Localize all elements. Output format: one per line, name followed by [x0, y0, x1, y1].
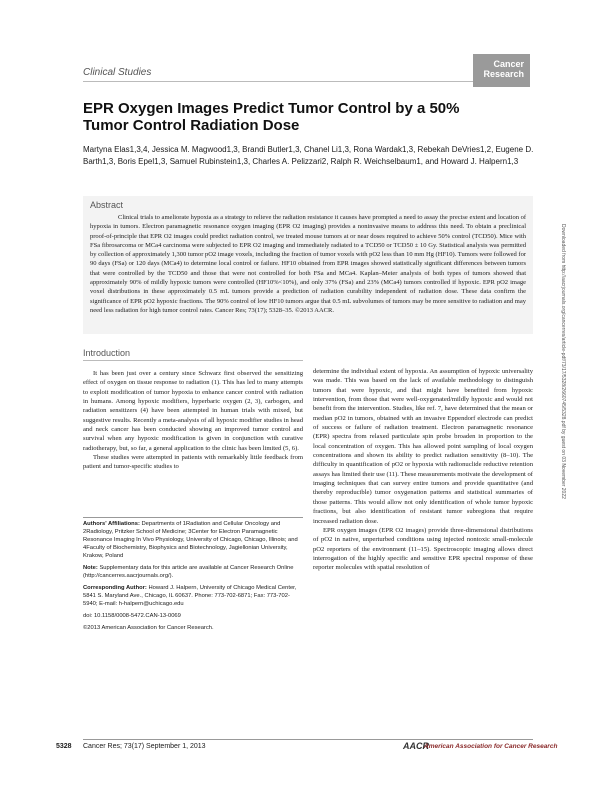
copyright-text: ©2013 American Association for Cancer Research. [83, 625, 214, 631]
note-label: Note: [83, 565, 98, 571]
corr-label: Corresponding Author: [83, 585, 147, 591]
intro-divider [83, 360, 303, 361]
article-title: EPR Oxygen Images Predict Tumor Control by a 50% Tumor Control Radiation Dose [83, 100, 460, 134]
affiliations-label: Authors' Affiliations: [83, 521, 140, 527]
journal-badge-line-2: Research [483, 69, 524, 79]
header-divider [83, 81, 479, 82]
category-label: Clinical Studies [83, 67, 152, 78]
download-watermark: Downloaded from http://aacrjournals.org/cancerres/article-pdf/73/17/5328/2660745/5328.pdf by guest on 03 November 2022 [560, 224, 566, 499]
intro-column-left [83, 369, 303, 472]
intro-paragraph: It has been just over a century since Schwarz first observed the sensitizing effect of oxygen on tissue response to radiation (1). This has led to many attempts to exploit modification of tumor hypoxia to enhance cancer control with radiation in humans. Among hypoxic modifiers, hyperbaric oxygen (2, 3), carbogen, and radiation sensitizers (4) have been attempted in human trials with mixed, but suggestive results. Recently a meta-analysis of all hypoxic modifier studies in head and neck cancer has been conducted showing an improved tumor control and survival when any hypoxic modification is given in conjunction with curative radiotherapy, but, so far, a general application to the clinic has been limited (5, 6). [83, 370, 303, 452]
intro-paragraph: These studies were attempted in patients with remarkably little feedback from patient and tumor-specific studies to [83, 454, 303, 471]
org-name: American Association for Cancer Research [424, 743, 558, 750]
aacr-logo: AACR [403, 741, 429, 751]
journal-info: Cancer Res; 73(17) September 1, 2013 [83, 743, 206, 750]
doi-text: doi: 10.1158/0008-5472.CAN-13-0069 [83, 613, 181, 619]
intro-column-right [313, 367, 533, 573]
affiliations-text: Departments of 1Radiation and Cellular Oncology and 2Radiology, Pritzker School of Medicine; 3Center for Electron Paramagnetic Resonance Imaging In Vivo Physiology, University of Chicago, Chicago, Illinois; and 4Faculty of Biochemistry, Biophysics and Biotechnology, Jagiellonian University, Krakow, Poland [83, 521, 298, 559]
intro-paragraph: EPR oxygen images (EPR O2 images) provide three-dimensional distributions of pO2 in native, unperturbed conditions using injected nontoxic small-molecule pO2 reporters of the environment (11–15). Spectroscopic imaging allows direct interrogation of the highly specific and sensitive EPR spectral response of these reporter molecules with spatial resolution of [313, 526, 533, 572]
footer-divider [83, 739, 533, 740]
journal-badge [473, 54, 530, 87]
journal-badge-line-1: Cancer [493, 59, 524, 69]
intro-heading: Introduction [83, 348, 131, 358]
notes-divider [83, 517, 303, 518]
author-list: Martyna Elas1,3,4, Jessica M. Magwood1,3, Brandi Butler1,3, Chanel Li1,3, Rona Wardak1,3, Rebekah DeVries1,2, Eugene D. Barth1,3, Boris Epel1,3, Samuel Rubinstein1,3, Charles A. Pelizzari2, Ralph R. Weichselbaum1, and Howard J. Halpern1,3 [83, 145, 534, 166]
abstract-text: Clinical trials to ameliorate hypoxia as a strategy to relieve the radiation resistance it causes have prompted a need to assay the precise extent and location of hypoxia in tumors. Electron paramagnetic resonance oxygen imaging (EPR O2 imaging) provides a noninvasive means to address this need. To obtain a preclinical proof-of-principle that EPR O2 images could predict radiation control, we treated mouse tumors at or near doses required to achieve 50% control (TCD50). Mice with FSa fibrosarcoma or MCa4 carcinoma were subjected to EPR O2 imaging and immediately radiated to a TCD50 or TCD50 ± 10 Gy. Statistical analysis was permitted by collection of approximately 1,300 tumor pO2 image voxels, including the fraction of tumor voxels with pO2 less than 10 mm Hg (HF10). Tumors were followed for 90 days (FSa) or 120 days (MCa4) to determine local control or failure. HF10 obtained from EPR images showed statistically significant differences between tumors that were controlled by the TCD50 and those that were not controlled for both FSa and MCa4. Kaplan–Meier analysis of both types of tumors showed that approximately 90% of mildly hypoxic tumors were controlled (HF10%<10%), and only 37% (FSa) and 23% (MCa4) tumors controlled if hypoxic. EPR pO2 image voxel distributions in these approximately 0.5 mL tumors provide a prediction of radiation curability independent of radiation dose. These data confirm the significance of EPR pO2 hypoxic fractions. The 90% control of low HF10 tumors argue that 0.5 mL subvolumes of tumors may be more sensitive to radiation and may need less radiation for high tumor control rates. Cancer Res; 73(17); 5328–35. ©2013 AACR. [90, 214, 526, 314]
note-text: Supplementary data for this article are available at Cancer Research Online (http://cancerres.aacrjournals.org/). [83, 565, 294, 579]
abstract-heading: Abstract [90, 200, 124, 210]
intro-paragraph: determine the individual extent of hypoxia. An assumption of hypoxic universality was made. This was based on the lack of available methodology to distinguish tumors that were hypoxic, and that might have benefited from hypoxic intervention, from those that were well-oxygenated/mildly hypoxic and would not benefit from the intervention. Studies, like ref. 7, have determined that the mean or median pO2 in tumors, obtained with an invasive Eppendorf electrode can predict of success or failure of radiation treatment. Electron paramagnetic resonance (EPR) spectra from relaxed particulate spin probe broaden in proportion to the local concentration of oxygen. This has allowed point sampling of local oxygen concentrations and shown its ability to predict radiation sensitivity (8–10). The difficulty in quantification of pO2 or hypoxia with radionuclide reductive retention assays has limited their use (11). These measurements motivate the development of imaging techniques that can survey entire tumors and provide quantitative (and thereby reproducible) tumor oxygenation patterns and statistical summaries of those patterns. This would allow not only identification of whole tumor hypoxic fractions, but also identification of resistant tumor subregions that require increased radiation dose. [313, 368, 533, 525]
page-number: 5328 [56, 743, 72, 750]
footnotes [83, 520, 303, 636]
corr-text: Howard J. Halpern, University of Chicago Medical Center, 5841 S. Maryland Ave., Chicago, IL 60637. Phone: 773-702-6871; Fax: 773-702-5940; E-mail: h-halpern@uchicago.edu [83, 585, 297, 607]
